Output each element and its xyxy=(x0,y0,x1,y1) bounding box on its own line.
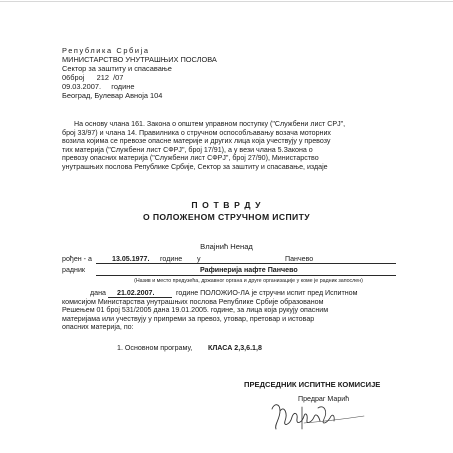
in-word: у xyxy=(197,255,201,263)
exam-line: Решењем 01 број 531/2005 дана 19.01.2005. године, за лица која рукују опасним xyxy=(62,306,329,314)
sector-name: Сектор за заштиту и спасавање xyxy=(62,64,172,73)
certificate-subtitle: О ПОЛОЖЕНОМ СТРУЧНОМ ИСПИТУ xyxy=(142,212,311,222)
intro-line: возила којима се превозе опасне материје и других лица која учествују у превозу xyxy=(62,137,331,145)
exam-date: 21.02.2007. xyxy=(117,289,155,297)
ministry-name: МИНИСТАРСТВО УНУТРАШЊИХ ПОСЛОВА xyxy=(62,55,217,64)
exam-day-label: дана xyxy=(90,289,106,297)
exam-line: материјама или учествују у припреми за превоз, утовар, претовар и истовар xyxy=(62,314,315,323)
commission-chair-name: Предраг Марић xyxy=(298,395,350,403)
birth-place: Панчево xyxy=(285,255,314,263)
intro-line: унутрашњих послова Републике Србије, Сектор за заштиту и спасавање, издаје xyxy=(62,162,328,171)
intro-line: тих материја ("Службени лист СФРЈ", број 17/91), а у вези члана 5.Закона о xyxy=(62,145,313,154)
employer-name: Рафинерија нафте Панчево xyxy=(200,266,298,274)
employer-caption: (Назив и место предузећа, државног органа и друге организације у коме је радник запослен) xyxy=(134,278,363,284)
scan-edge-top xyxy=(0,1,453,2)
document-number: 06број 212 /07 xyxy=(62,73,124,82)
born-label: рођен - а xyxy=(62,255,92,263)
program-classes: КЛАСА 2,3,6.1,8 xyxy=(208,344,262,352)
exam-line: опасних материја, по: xyxy=(62,323,134,331)
ministry-address: Београд, Булевар Авноја 104 xyxy=(62,91,163,100)
birth-date: 13.05.1977. xyxy=(112,255,150,263)
program-label: 1. Основном програму, xyxy=(117,344,193,352)
republic-name: Република Србија xyxy=(62,46,150,55)
document-date: 09.03.2007. године xyxy=(62,82,135,91)
intro-line: број 33/97) и члана 14. Правилника о стручном оспособљавању возача моторних xyxy=(62,128,331,137)
worker-label: радник xyxy=(62,266,86,274)
commission-title: ПРЕДСЕДНИК ИСПИТНЕ КОМИСИЈЕ xyxy=(244,380,381,389)
intro-paragraph xyxy=(62,120,397,171)
intro-line: На основу члана 161. Закона о општем управном поступку ("Службени лист СРЈ", xyxy=(74,120,346,128)
intro-line: превозу опасних материја ("Службени лист СФРЈ", број 27/90), Министарство xyxy=(62,154,319,162)
certificate-title: П О Т В Р Д У xyxy=(191,200,262,210)
employer-underline xyxy=(96,275,396,276)
person-name: Влајнић Ненад xyxy=(200,242,253,251)
exam-line: комисијом Министарства унутрашњих послова Републике Србије образованом xyxy=(62,297,324,306)
signature-image xyxy=(268,399,368,433)
exam-passed-text: године ПОЛОЖИО-ЛА је стручни испит пред Испитном xyxy=(176,289,358,297)
year-word: године xyxy=(160,255,183,263)
